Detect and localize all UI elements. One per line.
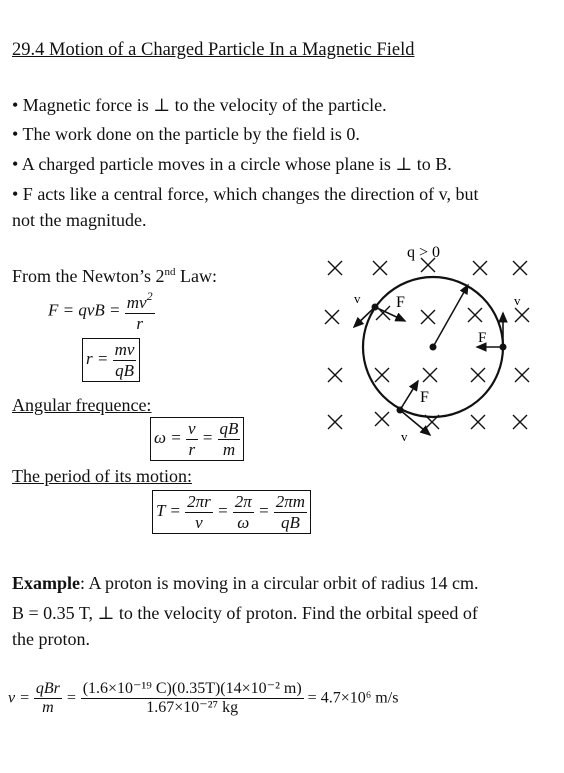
period-eq-frac1 bbox=[185, 492, 213, 532]
period-eq-num3: 2πm bbox=[275, 492, 306, 511]
section-title: 29.4 Motion of a Charged Particle In a Magnetic Field bbox=[12, 40, 415, 60]
angular-eq-den1: r bbox=[188, 439, 196, 459]
period-eq-equals-2: = bbox=[258, 500, 270, 520]
newton-label bbox=[12, 266, 217, 287]
force-arrow-bottom bbox=[400, 381, 418, 410]
force-eq-den: r bbox=[136, 313, 143, 333]
radius-line bbox=[433, 285, 468, 347]
period-eq-lhs: T = bbox=[156, 500, 181, 520]
period-eq-den1: v bbox=[195, 512, 203, 532]
field-cross-mark bbox=[328, 368, 342, 382]
field-cross-mark bbox=[328, 415, 342, 429]
period-label: The period of its motion: bbox=[12, 466, 192, 486]
example-line-2: B = 0.35 T, ⊥ to the velocity of proton. Find the orbital speed of bbox=[12, 603, 478, 623]
field-cross-mark bbox=[328, 261, 342, 275]
period-eq-den3: qB bbox=[280, 512, 300, 532]
bullet-1: • Magnetic force is ⊥ to the velocity of the particle. bbox=[12, 95, 387, 115]
solution-frac2-den: 1.67×10⁻²⁷ kg bbox=[146, 699, 239, 717]
force-equation bbox=[48, 290, 155, 333]
period-eq-frac3 bbox=[274, 492, 307, 532]
period-equation bbox=[152, 490, 311, 534]
angular-eq-equals: = bbox=[201, 427, 214, 447]
velocity-label-top-left: v bbox=[354, 291, 361, 306]
force-label-top-left: F bbox=[396, 294, 405, 311]
radius-equation bbox=[82, 338, 140, 382]
field-cross-mark bbox=[471, 368, 485, 382]
angular-eq-frac1 bbox=[186, 419, 198, 459]
solution-equals: = bbox=[65, 689, 77, 707]
example-line-3: the proton. bbox=[12, 629, 90, 649]
radius-eq-lhs: r = bbox=[86, 348, 109, 368]
period-eq-num1: 2πr bbox=[187, 492, 211, 511]
field-cross-mark bbox=[325, 310, 339, 324]
angular-eq-den2: m bbox=[222, 439, 236, 459]
angular-label: Angular frequence: bbox=[12, 395, 152, 415]
newton-label-sup: nd bbox=[164, 266, 176, 278]
example-line-1 bbox=[12, 573, 478, 594]
force-eq-num: mv bbox=[126, 293, 147, 312]
field-cross-mark bbox=[375, 368, 389, 382]
solution-frac1-num: qBr bbox=[34, 680, 62, 699]
solution-result: = 4.7×10⁶ m/s bbox=[307, 689, 399, 707]
force-label-right: F bbox=[478, 330, 487, 346]
newton-label-text: From the Newton’s 2 bbox=[12, 266, 165, 286]
bullet-3: • A charged particle moves in a circle whose plane is ⊥ to B. bbox=[12, 154, 452, 174]
bullet-4-continued: not the magnitude. bbox=[12, 210, 147, 230]
force-label-bottom: F bbox=[420, 389, 429, 406]
radius-eq-num: mv bbox=[114, 340, 135, 359]
field-cross-mark bbox=[473, 261, 487, 275]
velocity-label-bottom: v bbox=[401, 429, 408, 444]
period-eq-num2: 2π bbox=[234, 492, 252, 511]
force-eq-exp: 2 bbox=[146, 289, 153, 303]
field-cross-mark bbox=[373, 261, 387, 275]
field-cross-mark bbox=[515, 368, 529, 382]
example-label: Example bbox=[12, 573, 81, 593]
newton-label-end: Law: bbox=[175, 266, 217, 286]
angular-equation bbox=[150, 417, 244, 461]
solution-frac1-den: m bbox=[42, 699, 54, 717]
magnetic-field-diagram bbox=[310, 235, 550, 450]
field-cross-mark bbox=[375, 412, 389, 426]
angular-eq-num2: qB bbox=[219, 419, 239, 438]
solution-frac2-num: (1.6×10⁻¹⁹ C)(0.35T)(14×10⁻² m) bbox=[81, 680, 304, 699]
angular-eq-num1: v bbox=[187, 419, 196, 438]
example-text-1: : A proton is moving in a circular orbit of radius 14 cm. bbox=[80, 573, 479, 593]
charge-label: q > 0 bbox=[407, 244, 441, 261]
solution-equation bbox=[8, 680, 398, 718]
angular-eq-lhs: ω = bbox=[154, 427, 182, 447]
force-eq-lhs: F = qvB = bbox=[48, 300, 121, 320]
field-cross-mark bbox=[513, 261, 527, 275]
bullet-4: • F acts like a central force, which changes the direction of v, but bbox=[12, 184, 479, 204]
solution-frac1 bbox=[34, 680, 62, 718]
radius-eq-fraction bbox=[113, 340, 137, 380]
field-cross-mark bbox=[513, 415, 527, 429]
velocity-label-right: v bbox=[514, 293, 521, 308]
period-eq-equals-1: = bbox=[217, 500, 229, 520]
solution-lhs: v = bbox=[8, 689, 30, 707]
field-cross-mark bbox=[468, 308, 482, 322]
radius-eq-den: qB bbox=[115, 360, 134, 380]
angular-eq-frac2 bbox=[218, 419, 241, 459]
field-cross-mark bbox=[471, 415, 485, 429]
solution-frac2 bbox=[81, 680, 304, 718]
field-cross-mark bbox=[421, 310, 435, 324]
field-cross-mark bbox=[515, 308, 529, 322]
field-cross-mark bbox=[423, 368, 437, 382]
force-eq-fraction bbox=[125, 290, 155, 333]
period-eq-den2: ω bbox=[237, 512, 250, 532]
bullet-2: • The work done on the particle by the field is 0. bbox=[12, 124, 360, 144]
velocity-arrow-top-left bbox=[354, 307, 375, 327]
period-eq-frac2 bbox=[233, 492, 254, 532]
